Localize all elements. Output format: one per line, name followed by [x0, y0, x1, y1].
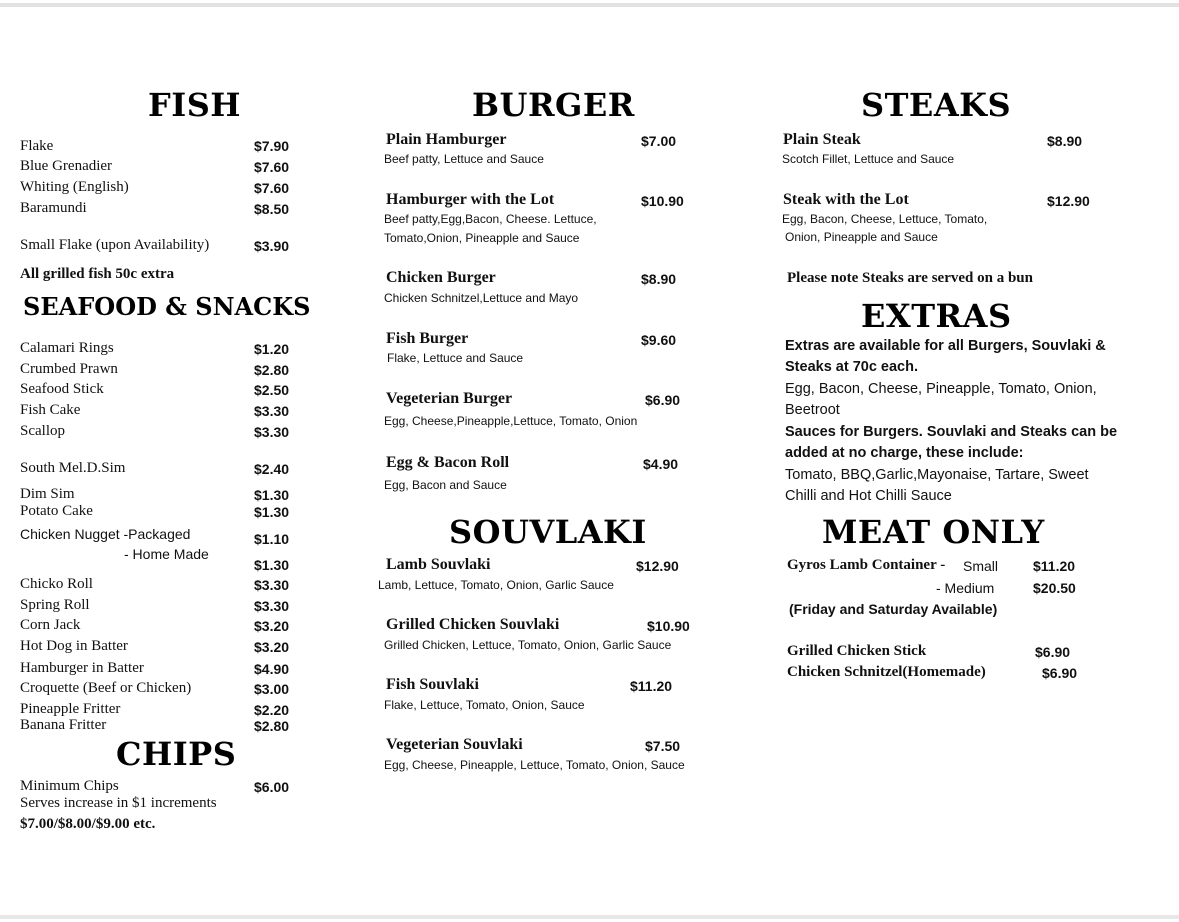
seafood-item-price: $1.30 [254, 504, 290, 520]
steak-item-name: Steak with the Lot [783, 191, 909, 208]
fish-item-price: $7.60 [254, 180, 290, 196]
steak-item-price: $8.90 [1047, 133, 1083, 149]
seafood-item-name: Corn Jack [20, 617, 81, 633]
burger-item-desc: Chicken Schnitzel,Lettuce and Mayo [384, 291, 579, 305]
gyros-medium-price: $20.50 [1033, 580, 1076, 596]
steak-item-name: Plain Steak [783, 131, 861, 148]
seafood-item-price: $1.30 [254, 487, 290, 503]
meat-item-name: Chicken Schnitzel(Homemade) [787, 664, 986, 680]
burger-item-name: Vegeterian Burger [386, 390, 513, 407]
souvlaki-item-price: $7.50 [645, 738, 681, 754]
souvlaki-item-price: $10.90 [647, 618, 690, 634]
extras-line: added at no charge, these include: [785, 445, 1024, 461]
extras-line: Tomato, BBQ,Garlic,Mayonaise, Tartare, Sweet [785, 467, 1089, 483]
seafood-item-name: Banana Fritter [20, 717, 107, 733]
chips-note: Serves increase in $1 increments [20, 795, 217, 811]
seafood-item-price: $3.30 [254, 403, 290, 419]
seafood-item-name: Seafood Stick [20, 381, 104, 397]
meat-only-heading: MEAT ONLY [822, 513, 1045, 551]
souvlaki-item-desc: Flake, Lettuce, Tomato, Onion, Sauce [384, 698, 585, 712]
extras-line: Egg, Bacon, Cheese, Pineapple, Tomato, Onion, [785, 381, 1097, 397]
souvlaki-item-price: $11.20 [630, 678, 673, 694]
burger-item-price: $7.00 [641, 133, 677, 149]
fish-heading: FISH [148, 86, 242, 124]
fish-note: All grilled fish 50c extra [20, 266, 175, 282]
seafood-item-name: Pineapple Fritter [20, 701, 121, 717]
fish-item-price: $8.50 [254, 201, 290, 217]
seafood-item-price: $1.20 [254, 341, 290, 357]
burger-heading: BURGER [472, 86, 635, 124]
steak-item-desc: Onion, Pineapple and Sauce [785, 230, 938, 244]
seafood-item-name: Fish Cake [20, 402, 81, 418]
seafood-item-name: Dim Sim [20, 486, 75, 502]
gyros-medium-label: - Medium [936, 580, 995, 596]
fish-item-name: Blue Grenadier [20, 158, 113, 174]
souvlaki-item-desc: Lamb, Lettuce, Tomato, Onion, Garlic Sauce [378, 578, 614, 592]
burger-item-price: $4.90 [643, 456, 679, 472]
bottom-border [0, 915, 1179, 919]
seafood-item-name: Crumbed Prawn [20, 361, 118, 377]
souvlaki-item-name: Grilled Chicken Souvlaki [386, 616, 560, 633]
seafood-item-name: Spring Roll [20, 597, 90, 613]
souvlaki-item-name: Fish Souvlaki [386, 676, 479, 693]
fish-item-name: Flake [20, 138, 54, 154]
extras-heading: EXTRAS [861, 297, 1012, 335]
extras-line: Chilli and Hot Chilli Sauce [785, 488, 952, 504]
souvlaki-item-name: Vegeterian Souvlaki [386, 736, 523, 753]
burger-item-name: Hamburger with the Lot [386, 191, 555, 208]
souvlaki-item-name: Lamb Souvlaki [386, 556, 491, 573]
seafood-item-name: Croquette (Beef or Chicken) [20, 680, 192, 696]
burger-item-name: Chicken Burger [386, 269, 496, 286]
seafood-item-price: $4.90 [254, 661, 290, 677]
steak-item-desc: Scotch Fillet, Lettuce and Sauce [782, 152, 955, 166]
extras-line: Extras are available for all Burgers, Souvlaki & [785, 338, 1106, 354]
seafood-item-price: $3.30 [254, 598, 290, 614]
chips-prices: $7.00/$8.00/$9.00 etc. [20, 816, 156, 832]
seafood-item-price: $1.30 [254, 557, 290, 573]
burger-item-desc: Beef patty, Lettuce and Sauce [384, 152, 544, 166]
seafood-item-name: Hamburger in Batter [20, 660, 144, 676]
burger-item-name: Fish Burger [386, 330, 469, 347]
seafood-item-price: $2.20 [254, 702, 290, 718]
chips-heading: CHIPS [116, 735, 237, 773]
steak-item-desc: Egg, Bacon, Cheese, Lettuce, Tomato, [782, 212, 988, 226]
seafood-item-name: Scallop [20, 423, 65, 439]
meat-item-price: $6.90 [1035, 644, 1071, 660]
fish-item-price: $3.90 [254, 238, 290, 254]
burger-item-desc: Egg, Cheese,Pineapple,Lettuce, Tomato, Onion [384, 414, 638, 428]
souvlaki-item-desc: Grilled Chicken, Lettuce, Tomato, Onion, Garlic Sauce [384, 638, 672, 652]
gyros-availability: (Friday and Saturday Available) [789, 601, 998, 617]
seafood-item-price: $3.20 [254, 639, 290, 655]
seafood-item-name: Calamari Rings [20, 340, 114, 356]
steaks-heading: STEAKS [861, 86, 1012, 124]
fish-item-price: $7.90 [254, 138, 290, 154]
seafood-item-price: $3.30 [254, 424, 290, 440]
seafood-item-name: South Mel.D.Sim [20, 460, 126, 476]
extras-line: Sauces for Burgers. Souvlaki and Steaks can be [785, 424, 1118, 440]
seafood-item-price: $2.50 [254, 382, 290, 398]
fish-item-price: $7.60 [254, 159, 290, 175]
burger-item-name: Plain Hamburger [386, 131, 507, 148]
burger-item-desc: Flake, Lettuce and Sauce [387, 351, 524, 365]
souvlaki-item-price: $12.90 [636, 558, 679, 574]
burger-item-desc: Egg, Bacon and Sauce [384, 478, 507, 492]
extras-line: Steaks at 70c each. [785, 359, 919, 375]
steaks-note: Please note Steaks are served on a bun [787, 270, 1033, 286]
burger-item-price: $8.90 [641, 271, 677, 287]
meat-item-price: $6.90 [1042, 665, 1078, 681]
burger-item-desc: Tomato,Onion, Pineapple and Sauce [384, 231, 580, 245]
burger-item-name: Egg & Bacon Roll [386, 454, 510, 471]
seafood-item-price: $2.80 [254, 362, 290, 378]
seafood-item-price: $1.10 [254, 531, 290, 547]
seafood-item-price: $3.30 [254, 577, 290, 593]
fish-item-name: Small Flake (upon Availability) [20, 237, 210, 253]
top-border [0, 3, 1179, 7]
burger-item-price: $9.60 [641, 332, 677, 348]
seafood-heading: SEAFOOD & SNACKS [23, 292, 311, 321]
fish-item-name: Whiting (English) [20, 179, 129, 195]
chips-item-name: Minimum Chips [20, 778, 119, 794]
seafood-item-name: Chicko Roll [20, 576, 93, 592]
extras-line: Beetroot [785, 402, 840, 418]
steak-item-price: $12.90 [1047, 193, 1090, 209]
fish-item-name: Baramundi [20, 200, 87, 216]
burger-item-price: $10.90 [641, 193, 684, 209]
seafood-item-name: Hot Dog in Batter [20, 638, 128, 654]
souvlaki-item-desc: Egg, Cheese, Pineapple, Lettuce, Tomato, Onion, Sauce [384, 758, 685, 772]
burger-item-price: $6.90 [645, 392, 681, 408]
souvlaki-heading: SOUVLAKI [449, 513, 647, 551]
seafood-item-name: Potato Cake [20, 503, 93, 519]
chips-item-price: $6.00 [254, 779, 290, 795]
gyros-name: Gyros Lamb Container - [787, 557, 946, 573]
burger-item-desc: Beef patty,Egg,Bacon, Cheese. Lettuce, [384, 212, 597, 226]
seafood-item-price: $3.20 [254, 618, 290, 634]
seafood-item-name: - Home Made [124, 546, 209, 562]
seafood-item-price: $2.40 [254, 461, 290, 477]
gyros-small-label: Small [963, 558, 999, 574]
gyros-small-price: $11.20 [1033, 558, 1076, 574]
seafood-item-price: $2.80 [254, 718, 290, 734]
seafood-item-price: $3.00 [254, 681, 290, 697]
meat-item-name: Grilled Chicken Stick [787, 643, 927, 659]
seafood-item-name: Chicken Nugget -Packaged [20, 526, 191, 542]
